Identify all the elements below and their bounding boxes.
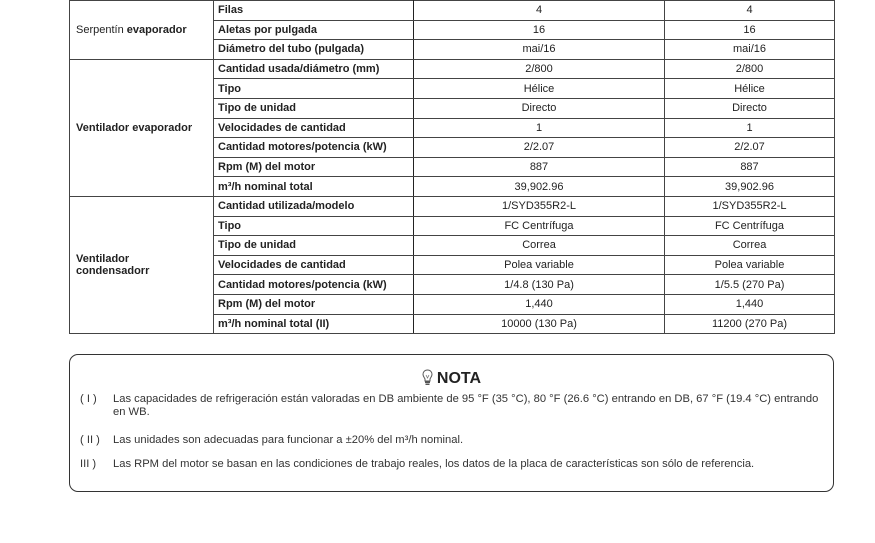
value-cell-2: 887 <box>665 157 835 177</box>
param-cell: Tipo <box>214 79 414 99</box>
value-cell-2: 4 <box>665 1 835 21</box>
value-cell-2: 1,440 <box>665 294 835 314</box>
param-cell: Tipo <box>214 216 414 236</box>
param-cell: Aletas por pulgada <box>214 20 414 40</box>
param-cell: Rpm (M) del motor <box>214 157 414 177</box>
note-item-text: Las RPM del motor se basan en las condiciones de trabajo reales, los datos de la placa de características son sólo de referencia. <box>113 458 755 470</box>
value-cell-2: 1/5.5 (270 Pa) <box>665 275 835 295</box>
value-cell-2: 39,902.96 <box>665 177 835 197</box>
param-cell: Diámetro del tubo (pulgada) <box>214 40 414 60</box>
table-row <box>70 196 835 216</box>
value-cell-2: Polea variable <box>665 255 835 275</box>
value-cell-1: 1/SYD355R2-L <box>414 196 665 216</box>
value-cell-1: Hélice <box>414 79 665 99</box>
value-cell-1: 1,440 <box>414 294 665 314</box>
param-cell: Cantidad motores/potencia (kW) <box>214 275 414 295</box>
value-cell-1: FC Centrífuga <box>414 216 665 236</box>
value-cell-1: Directo <box>414 98 665 118</box>
lightbulb-icon <box>422 369 433 391</box>
group-label <box>70 196 214 333</box>
value-cell-2: 2/800 <box>665 59 835 79</box>
note-item-number: ( II ) <box>80 434 100 446</box>
param-cell: Tipo de unidad <box>214 98 414 118</box>
value-cell-1: 2/800 <box>414 59 665 79</box>
group-label-text: Serpentín <box>76 23 127 36</box>
value-cell-1: 1 <box>414 118 665 138</box>
value-cell-1: 4 <box>414 1 665 21</box>
value-cell-2: 2/2.07 <box>665 138 835 158</box>
value-cell-2: Correa <box>665 236 835 256</box>
value-cell-2: Hélice <box>665 79 835 99</box>
value-cell-1: mai/16 <box>414 40 665 60</box>
param-cell: Rpm (M) del motor <box>214 294 414 314</box>
param-cell: m³/h nominal total <box>214 177 414 197</box>
group-label-text: Ventilador evaporador <box>76 121 193 134</box>
group-label <box>70 59 214 196</box>
param-cell: Velocidades de cantidad <box>214 118 414 138</box>
note-item-number: III ) <box>80 458 97 470</box>
note-title <box>70 369 833 391</box>
spec-table <box>69 0 835 334</box>
note-title-text: NOTA <box>436 370 482 387</box>
group-label <box>70 1 214 60</box>
table-row <box>70 59 835 79</box>
param-cell: m³/h nominal total (II) <box>214 314 414 334</box>
param-cell: Filas <box>214 1 414 21</box>
table-row <box>70 1 835 21</box>
spec-table-body <box>70 1 835 334</box>
note-box <box>69 354 834 492</box>
param-cell: Cantidad utilizada/modelo <box>214 196 414 216</box>
value-cell-1: 16 <box>414 20 665 40</box>
value-cell-2: 1/SYD355R2-L <box>665 196 835 216</box>
value-cell-1: 10000 (130 Pa) <box>414 314 665 334</box>
value-cell-2: 16 <box>665 20 835 40</box>
value-cell-2: mai/16 <box>665 40 835 60</box>
value-cell-1: Polea variable <box>414 255 665 275</box>
note-item-text: Las unidades son adecuadas para funcionar a ±20% del m³/h nominal. <box>113 434 464 446</box>
group-label-emphasis: evaporador <box>126 23 187 36</box>
param-cell: Velocidades de cantidad <box>214 255 414 275</box>
param-cell: Tipo de unidad <box>214 236 414 256</box>
value-cell-2: 1 <box>665 118 835 138</box>
value-cell-1: 887 <box>414 157 665 177</box>
value-cell-1: 39,902.96 <box>414 177 665 197</box>
value-cell-2: 11200 (270 Pa) <box>665 314 835 334</box>
value-cell-1: 2/2.07 <box>414 138 665 158</box>
param-cell: Cantidad usada/diámetro (mm) <box>214 59 414 79</box>
value-cell-2: Directo <box>665 98 835 118</box>
note-item-text: Las capacidades de refrigeración están valoradas en DB ambiente de 95 °F (35 °C), 80 °F (26.6 °C) entrando en DB, 67 °F (19.4 °C) entrando en WB. <box>113 393 819 418</box>
note-item-number: ( I ) <box>80 393 97 405</box>
value-cell-1: Correa <box>414 236 665 256</box>
value-cell-2: FC Centrífuga <box>665 216 835 236</box>
param-cell: Cantidad motores/potencia (kW) <box>214 138 414 158</box>
group-label-text: Ventilador condensadorr <box>76 253 150 278</box>
value-cell-1: 1/4.8 (130 Pa) <box>414 275 665 295</box>
